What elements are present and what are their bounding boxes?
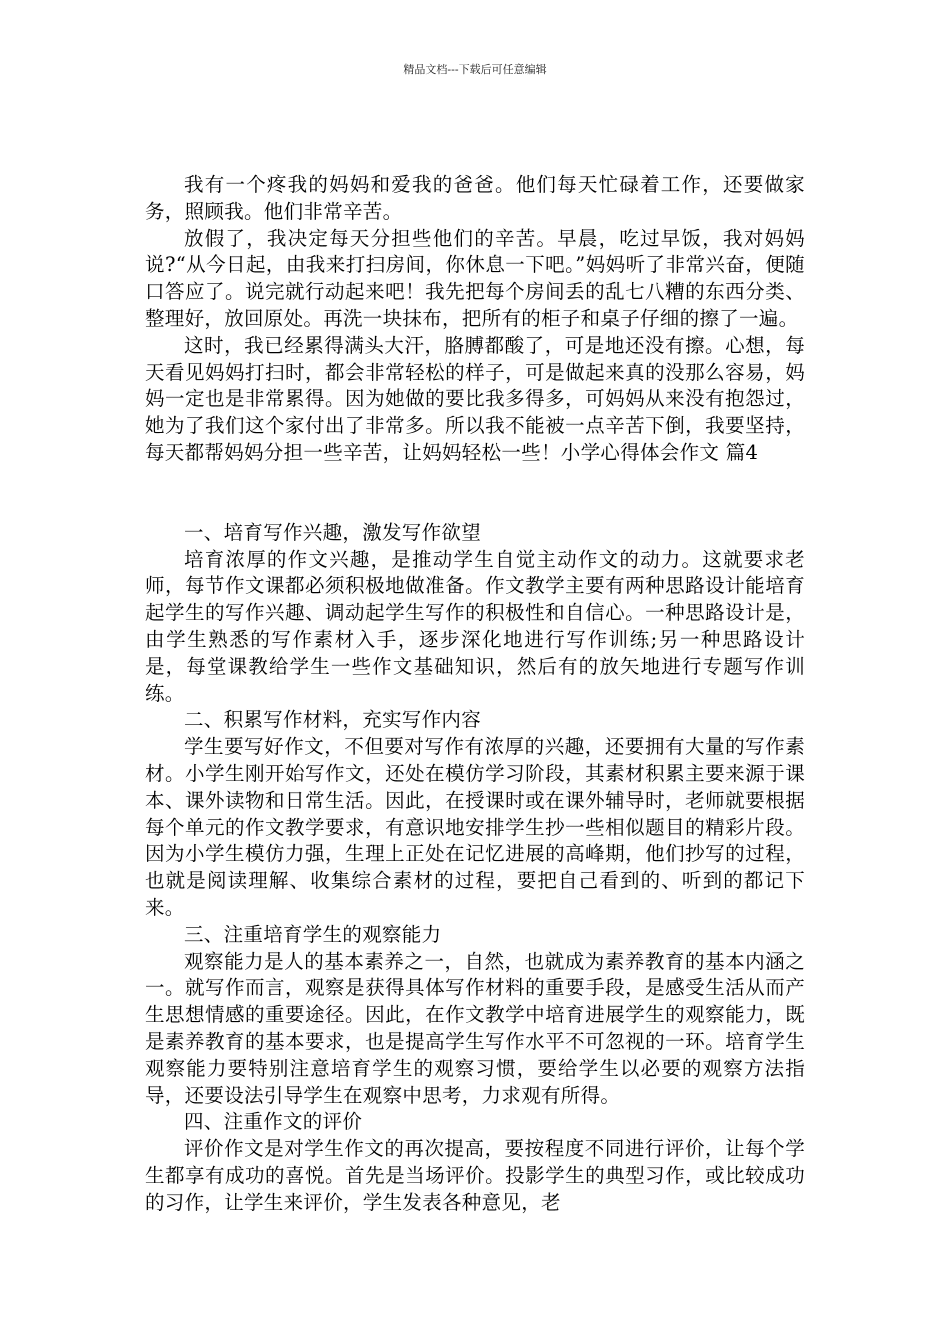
section-heading: 三、注重培育学生的观察能力: [184, 922, 442, 946]
section-heading: 二、积累写作材料，充实写作内容: [184, 708, 482, 732]
section-paragraph: 观察能力是人的基本素养之一，自然，也就成为素养教育的基本内涵之一。就写作而言，观察是获得具体写作材料的重要手段，是感受生活从而产生思想情感的重要途径。因此，在作文教学中培育进展学生的观察能力，既是素养教育的基本要求，也是提高学生写作水平不可忽视的一环。培育学生观察能力要特别注意培育学生的观察习惯，要给学生以必要的观察方法指导，还要设法引导学生在观察中思考，力求观有所得。: [145, 949, 805, 1107]
section-heading: 四、注重作文的评价: [184, 1110, 363, 1134]
section-paragraph: 学生要写好作文，不但要对写作有浓厚的兴趣，还要拥有大量的写作素材。小学生刚开始写作文，还处在模仿学习阶段，其素材积累主要来源于课本、课外读物和日常生活。因此，在授课时或在课外辅导时，老师就要根据每个单元的作文教学要求，有意识地安排学生抄一些相似题目的精彩片段。因为小学生模仿力强，生理上正处在记忆进展的高峰期，他们抄写的过程，也就是阅读理解、收集综合素材的过程，要把自己看到的、听到的都记下来。: [145, 735, 805, 919]
paragraph: 这时，我已经累得满头大汗，胳膊都酸了，可是地还没有擦。心想，每天看见妈妈打扫时，都会非常轻松的样子，可是做起来真的没那么容易，妈妈一定也是非常累得。因为她做的要比我多得多，可妈妈从来没有抱怨过，她为了我们这个家付出了非常多。所以我不能被一点辛苦下倒，我要坚持，每天都帮妈妈分担一些辛苦，让妈妈轻松一些！小学心得体会作文 篇4: [145, 333, 805, 464]
blank-gap: [145, 467, 805, 520]
section-heading: 一、培育写作兴趣，激发写作欲望: [184, 520, 482, 544]
paragraph: 放假了，我决定每天分担些他们的辛苦。早晨，吃过早饭，我对妈妈说?“从今日起，由我来打扫房间，你休息一下吧。”妈妈听了非常兴奋，便随口答应了。说完就行动起来吧！我先把每个房间丢的乱七八糟的东西分类、整理好，放回原处。再洗一块抹布，把所有的柜子和桌子仔细的擦了一遍。: [145, 226, 805, 330]
section-paragraph: 评价作文是对学生作文的再次提高，要按程度不同进行评价，让每个学生都享有成功的喜悦。首先是当场评价。投影学生的典型习作，或比较成功的习作，让学生来评价，学生发表各种意见，老: [145, 1137, 805, 1214]
paragraph: 我有一个疼我的妈妈和爱我的爸爸。他们每天忙碌着工作，还要做家务，照顾我。他们非常辛苦。: [145, 173, 805, 223]
page-header: 精品文档---下载后可任意编辑: [403, 63, 547, 76]
document-body: [145, 172, 805, 1216]
section-paragraph: 培育浓厚的作文兴趣，是推动学生自觉主动作文的动力。这就要求老师，每节作文课都必须积极地做准备。作文教学主要有两种思路设计能培育起学生的写作兴趣、调动起学生写作的积极性和自信心。一种思路设计是，由学生熟悉的写作素材入手，逐步深化地进行写作训练;另一种思路设计是，每堂课教给学生一些作文基础知识，然后有的放矢地进行专题写作训练。: [145, 547, 805, 705]
